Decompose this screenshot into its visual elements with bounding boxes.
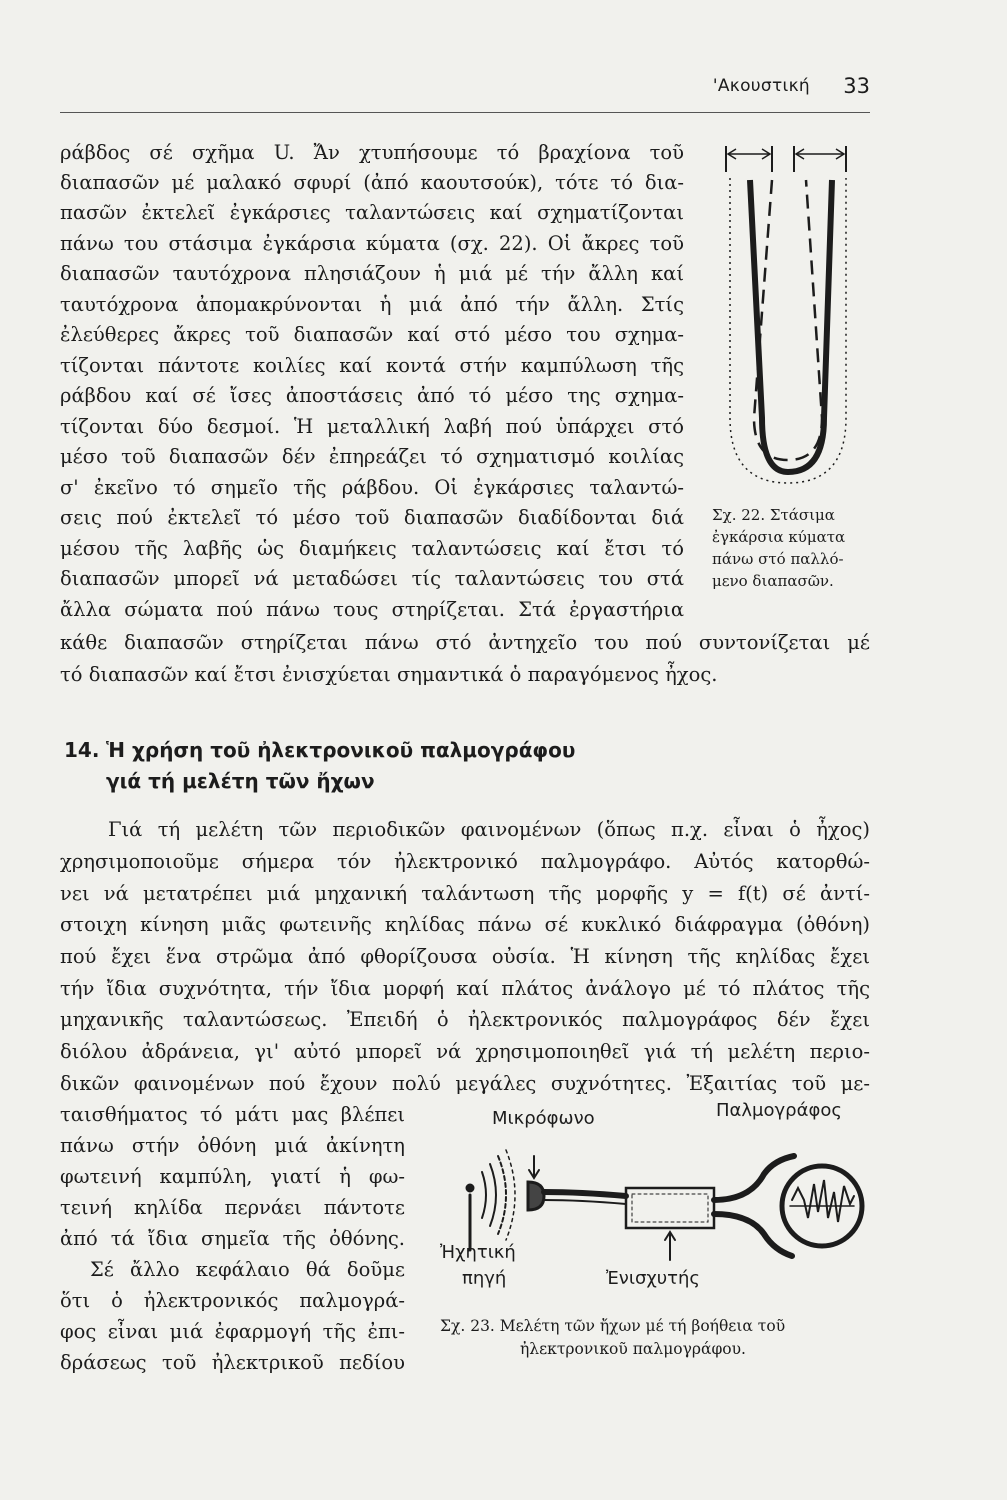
- text-line: διαπασῶν ταυτόχρονα πλησιάζουν ἡ μιά μέ τήν ἄλλη καί: [60, 262, 684, 285]
- text-line: ἄλλα σώματα πού πάνω τους στηρίζεται. Στά ἐργαστήρια: [60, 598, 684, 621]
- text-line: διαπασῶν μπορεῖ νά μεταδώσει τίς ταλαντώσεις του στά: [60, 567, 684, 590]
- label-sound-source: Ἠχητική: [440, 1242, 516, 1263]
- text-line: ταυτόχρονα ἀπομακρύνονται ἡ μιά ἀπό τήν ἄλλη. Στίς: [60, 293, 684, 316]
- text-line: πού ἔχει ἕνα στρῶμα ἀπό φθορίζουσα οὐσία. Ἡ κίνηση τῆς κηλίδας ἔχει: [60, 945, 870, 968]
- text-line: τίζονται πάντοτε κοιλίες καί κοντά στήν καμπύλωση τῆς: [60, 354, 684, 377]
- text-line: τό διαπασῶν καί ἔτσι ἐνισχύεται σημαντικά ὁ παραγόμενος ἦχος.: [60, 663, 718, 686]
- tuning-fork-figure: [720, 138, 870, 498]
- text-line: κάθε διαπασῶν στηρίζεται πάνω στό ἀντηχεῖο του πού συντονίζεται μέ: [60, 631, 870, 654]
- section-title-continued: γιά τή μελέτη τῶν ἤχων: [106, 769, 375, 793]
- caption-line: μενο διαπασῶν.: [712, 572, 834, 590]
- caption-line: πάνω στό παλλό-: [712, 550, 844, 568]
- text-line: φος εἶναι μιά ἐφαρμογή τῆς ἐπι-: [60, 1320, 405, 1343]
- text-line: τίζονται δύο δεσμοί. Ἡ μεταλλική λαβή πού ὑπάρχει στό: [60, 415, 684, 438]
- text-line: πασῶν ἐκτελεῖ ἐγκάρσιες ταλαντώσεις καί σχηματίζονται: [60, 201, 684, 224]
- text-line: πάνω στήν ὀθόνη μιά ἀκίνητη: [60, 1134, 405, 1157]
- label-oscilloscope: Παλμογράφος: [716, 1100, 842, 1121]
- figure-23-caption-line2: ἠλεκτρονικοῦ παλμογράφου.: [520, 1340, 746, 1358]
- text-line: ταισθήματος τό μάτι μας βλέπει: [60, 1103, 405, 1126]
- figure-22-caption: [712, 504, 845, 592]
- text-line: στοιχη κίνηση μιᾶς φωτεινῆς κηλίδας πάνω σέ κυκλικό διάφραγμα (ὀθόνη): [60, 913, 870, 936]
- text-line: μέσου τῆς λαβῆς ὡς διαμήκεις ταλαντώσεις καί ἔτσι τό: [60, 537, 684, 560]
- text-line: μέσο τοῦ διαπασῶν δέν ἐπηρεάζει τό σχηματισμό κοιλίας: [60, 445, 684, 468]
- text-line: ράβδος σέ σχῆμα U. Ἄν χτυπήσουμε τό βραχίονα τοῦ: [60, 141, 684, 164]
- oscilloscope-setup-figure: [440, 1100, 870, 1330]
- label-microphone: Μικρόφωνο: [492, 1108, 595, 1129]
- text-line: χρησιμοποιοῦμε σήμερα τόν ἠλεκτρονικό παλμογράφο. Αὐτός κατορθώ-: [60, 850, 870, 873]
- text-line: σ' ἐκεῖνο τό σημεῖο τῆς ράβδου. Οἱ ἐγκάρσιες ταλαντώ-: [60, 476, 684, 499]
- text-line: Γιά τή μελέτη τῶν περιοδικῶν φαινομένων (ὅπως π.χ. εἶναι ὁ ἦχος): [108, 818, 870, 841]
- text-line: δράσεως τοῦ ἠλεκτρικοῦ πεδίου: [60, 1351, 405, 1374]
- text-line: διαπασῶν μέ μαλακό σφυρί (ἀπό καουτσούκ), τότε τό δια-: [60, 171, 684, 194]
- text-line: τήν ἴδια συχνότητα, τήν ἴδια μορφή καί πλάτος ἀνάλογο μέ τό πλάτος τῆς: [60, 977, 870, 1000]
- label-sound-source-line2: πηγή: [462, 1268, 507, 1289]
- text-line: σεις πού ἐκτελεῖ τό μέσο τοῦ διαπασῶν διαδίδονται διά: [60, 506, 684, 529]
- text-line: φωτεινή καμπύλη, γιατί ἡ φω-: [60, 1165, 405, 1188]
- text-line: τεινή κηλίδα περνάει πάντοτε: [60, 1196, 405, 1219]
- text-line: νει νά μετατρέπει μιά μηχανική ταλάντωση τῆς μορφῆς y = f(t) σέ ἀντί-: [60, 882, 870, 905]
- text-line: ὅτι ὁ ἠλεκτρονικός παλμογρά-: [60, 1289, 405, 1312]
- text-line: διόλου ἀδράνεια, γι' αὐτό μπορεῖ νά χρησιμοποιηθεῖ γιά τή μελέτη περιο-: [60, 1040, 870, 1063]
- caption-line: Σχ. 22. Στάσιμα: [712, 506, 835, 524]
- page-number: 33: [843, 74, 870, 98]
- text-line: ἀπό τά ἴδια σημεῖα τῆς ὀθόνης.: [60, 1227, 405, 1250]
- figure-23-caption: Σχ. 23. Μελέτη τῶν ἤχων μέ τή βοήθεια τοῦ: [440, 1317, 786, 1335]
- text-line: ἐλεύθερες ἄκρες τοῦ διαπασῶν καί στό μέσο του σχημα-: [60, 323, 684, 346]
- text-line: πάνω του στάσιμα ἐγκάρσια κύματα (σχ. 22). Οἱ ἄκρες τοῦ: [60, 232, 684, 255]
- text-line: δικῶν φαινομένων πού ἔχουν πολύ μεγάλες συχνότητες. Ἐξαιτίας τοῦ με-: [60, 1072, 870, 1095]
- text-line: ράβδου καί σέ ἴσες ἀποστάσεις ἀπό τό μέσο της σχημα-: [60, 384, 684, 407]
- text-line: Σέ ἄλλο κεφάλαιο θά δοῦμε: [90, 1258, 405, 1281]
- label-amplifier: Ἐνισχυτής: [606, 1268, 700, 1289]
- section-title: Ἡ χρήση τοῦ ἠλεκτρονικοῦ παλμογράφου: [106, 738, 576, 762]
- caption-line: ἐγκάρσια κύματα: [712, 528, 846, 546]
- text-line: μηχανικῆς ταλαντώσεως. Ἐπειδή ὁ ἠλεκτρονικός παλμογράφος δέν ἔχει: [60, 1008, 870, 1031]
- section-number: 14.: [64, 738, 100, 762]
- page-header: [60, 72, 870, 113]
- running-head: 'Ακουστική: [712, 76, 810, 96]
